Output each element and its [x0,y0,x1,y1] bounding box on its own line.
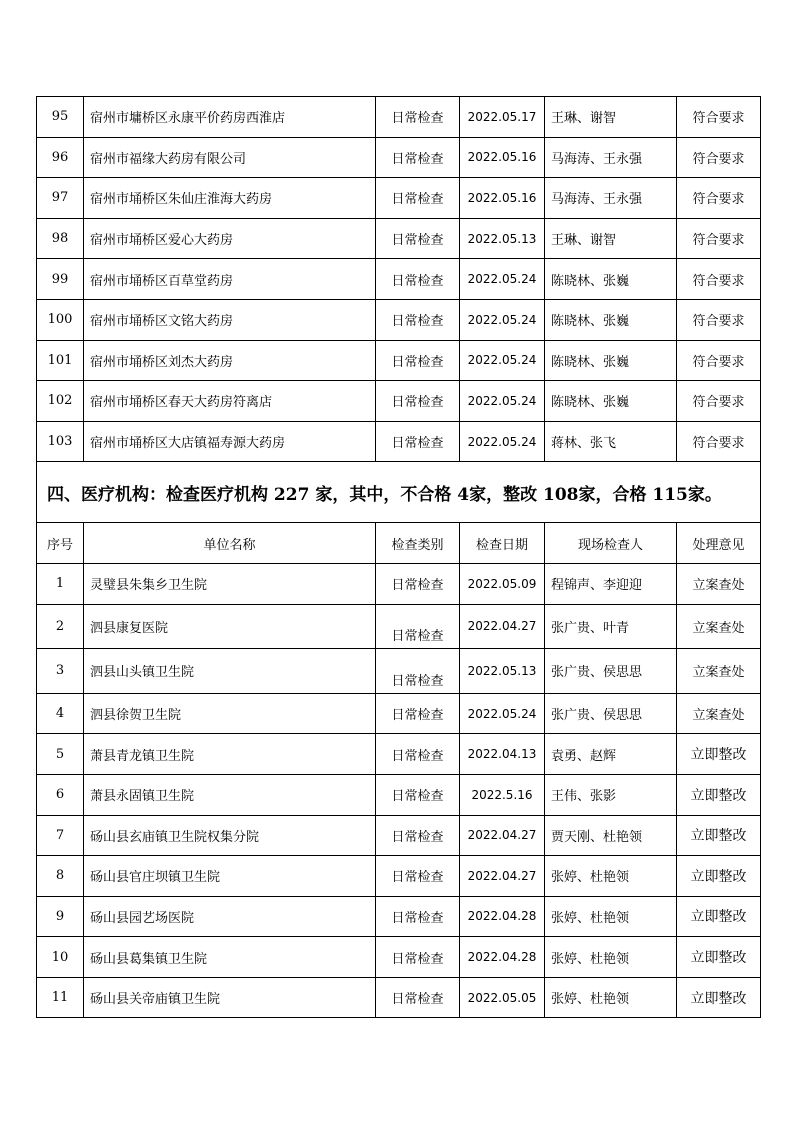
inspection-date: 2022.05.16 [460,178,545,219]
inspection-type: 日常检查 [376,815,460,856]
unit-name: 宿州市埇桥区春天大药房符离店 [84,381,376,422]
inspectors: 张婷、杜艳领 [545,937,677,978]
row-number: 96 [37,137,84,178]
table-row [37,937,761,978]
inspection-date: 2022.05.05 [460,977,545,1018]
result: 立案查处 [677,649,761,694]
inspectors: 马海涛、王永强 [545,137,677,178]
table-row [37,856,761,897]
table-row [37,815,761,856]
inspectors: 蒋林、张飞 [545,421,677,462]
header-name: 单位名称 [84,523,376,564]
row-number: 103 [37,421,84,462]
row-number: 9 [37,896,84,937]
unit-name: 萧县青龙镇卫生院 [84,734,376,775]
section-heading: 四、医疗机构：检查医疗机构 227 家，其中，不合格 4家，整改 108家，合格 115家。 [37,462,761,523]
result: 符合要求 [677,381,761,422]
header-date: 检查日期 [460,523,545,564]
inspection-date: 2022.04.27 [460,815,545,856]
row-number: 8 [37,856,84,897]
result: 立即整改 [677,815,761,856]
inspection-type: 日常检查 [376,381,460,422]
row-number: 3 [37,649,84,694]
result: 符合要求 [677,218,761,259]
unit-name: 宿州市埇桥区朱仙庄淮海大药房 [84,178,376,219]
inspection-type: 日常检查 [376,977,460,1018]
inspection-type: 日常检查 [376,97,460,138]
header-number: 序号 [37,523,84,564]
inspection-type: 日常检查 [376,137,460,178]
result: 立即整改 [677,734,761,775]
document-page [36,96,760,1018]
table-row [37,977,761,1018]
unit-name: 砀山县关帝庙镇卫生院 [84,977,376,1018]
result: 立即整改 [677,896,761,937]
result: 符合要求 [677,299,761,340]
inspectors: 王伟、张影 [545,774,677,815]
result: 立案查处 [677,604,761,649]
table-row [37,693,761,734]
inspection-type: 日常检查 [376,299,460,340]
unit-name: 砀山县官庄坝镇卫生院 [84,856,376,897]
inspection-type: 日常检查 [376,937,460,978]
inspection-date: 2022.05.24 [460,381,545,422]
result: 符合要求 [677,137,761,178]
inspectors: 陈晓林、张巍 [545,259,677,300]
inspection-date: 2022.05.24 [460,693,545,734]
row-number: 10 [37,937,84,978]
table-row [37,340,761,381]
table-row [37,178,761,219]
result: 立即整改 [677,856,761,897]
table-row [37,604,761,649]
table-row [37,137,761,178]
table-row [37,421,761,462]
unit-name: 砀山县园艺场医院 [84,896,376,937]
inspection-date: 2022.05.16 [460,137,545,178]
row-number: 2 [37,604,84,649]
inspection-type: 日常检查 [376,421,460,462]
inspectors: 张婷、杜艳领 [545,896,677,937]
table-row [37,649,761,694]
inspection-date: 2022.5.16 [460,774,545,815]
table-row [37,381,761,422]
inspection-date: 2022.05.17 [460,97,545,138]
inspectors: 王琳、谢智 [545,97,677,138]
table-row [37,97,761,138]
unit-name: 宿州市埇桥区文铭大药房 [84,299,376,340]
result: 符合要求 [677,421,761,462]
row-number: 99 [37,259,84,300]
inspection-date: 2022.04.28 [460,937,545,978]
row-number: 102 [37,381,84,422]
inspection-date: 2022.05.24 [460,340,545,381]
result: 立案查处 [677,693,761,734]
row-number: 1 [37,563,84,604]
inspection-type: 日常检查 [376,178,460,219]
result: 符合要求 [677,340,761,381]
inspectors: 张广贵、侯思思 [545,693,677,734]
row-number: 95 [37,97,84,138]
table-row [37,734,761,775]
unit-name: 泗县康复医院 [84,604,376,649]
header-type: 检查类别 [376,523,460,564]
inspection-date: 2022.05.24 [460,299,545,340]
unit-name: 宿州市埇桥区大店镇福寿源大药房 [84,421,376,462]
inspection-type: 日常检查 [376,218,460,259]
header-result: 处理意见 [677,523,761,564]
inspection-type: 日常检查 [376,563,460,604]
row-number: 7 [37,815,84,856]
unit-name: 萧县永固镇卫生院 [84,774,376,815]
unit-name: 宿州市埇桥区爱心大药房 [84,218,376,259]
inspectors: 贾天刚、杜艳领 [545,815,677,856]
inspectors: 王琳、谢智 [545,218,677,259]
inspectors: 陈晓林、张巍 [545,340,677,381]
inspection-date: 2022.04.13 [460,734,545,775]
inspection-type: 日常检查 [376,856,460,897]
unit-name: 宿州市埇桥区刘杰大药房 [84,340,376,381]
unit-name: 灵璧县朱集乡卫生院 [84,563,376,604]
table-row [37,563,761,604]
inspection-table [36,96,761,1018]
inspectors: 张广贵、侯思思 [545,649,677,694]
inspection-date: 2022.05.24 [460,259,545,300]
unit-name: 砀山县玄庙镇卫生院权集分院 [84,815,376,856]
inspection-date: 2022.05.13 [460,649,545,694]
row-number: 6 [37,774,84,815]
row-number: 101 [37,340,84,381]
inspection-date: 2022.05.24 [460,421,545,462]
inspection-table-body [37,97,761,1018]
unit-name: 泗县徐贺卫生院 [84,693,376,734]
header-inspectors: 现场检查人 [545,523,677,564]
inspection-type: 日常检查 [376,774,460,815]
table-row [37,259,761,300]
inspection-type: 日常检查 [376,734,460,775]
inspectors: 袁勇、赵辉 [545,734,677,775]
inspection-type: 日常检查 [376,693,460,734]
row-number: 5 [37,734,84,775]
row-number: 100 [37,299,84,340]
inspection-date: 2022.04.27 [460,604,545,649]
row-number: 98 [37,218,84,259]
table-row [37,896,761,937]
inspection-type: 日常检查 [376,340,460,381]
inspection-date: 2022.04.28 [460,896,545,937]
inspection-type: 日常检查 [376,896,460,937]
inspection-date: 2022.05.13 [460,218,545,259]
unit-name: 宿州市墉桥区永康平价药房西淮店 [84,97,376,138]
unit-name: 泗县山头镇卫生院 [84,649,376,694]
section-heading-row [37,462,761,523]
table-row [37,218,761,259]
inspectors: 陈晓林、张巍 [545,381,677,422]
result: 符合要求 [677,259,761,300]
result: 立案查处 [677,563,761,604]
inspectors: 张婷、杜艳领 [545,977,677,1018]
row-number: 97 [37,178,84,219]
unit-name: 宿州市福缘大药房有限公司 [84,137,376,178]
result: 符合要求 [677,178,761,219]
inspectors: 张广贵、叶青 [545,604,677,649]
inspection-type: 日常检查 [376,259,460,300]
inspectors: 陈晓林、张巍 [545,299,677,340]
unit-name: 砀山县葛集镇卫生院 [84,937,376,978]
inspection-date: 2022.04.27 [460,856,545,897]
row-number: 11 [37,977,84,1018]
inspection-type: 日常检查 [376,604,460,649]
unit-name: 宿州市埇桥区百草堂药房 [84,259,376,300]
table-row [37,774,761,815]
result: 立即整改 [677,774,761,815]
inspectors: 程锦声、李迎迎 [545,563,677,604]
inspection-type: 日常检查 [376,649,460,694]
result: 立即整改 [677,937,761,978]
inspectors: 马海涛、王永强 [545,178,677,219]
result: 立即整改 [677,977,761,1018]
result: 符合要求 [677,97,761,138]
inspection-date: 2022.05.09 [460,563,545,604]
inspectors: 张婷、杜艳领 [545,856,677,897]
table-row [37,299,761,340]
row-number: 4 [37,693,84,734]
table-header-row [37,523,761,564]
